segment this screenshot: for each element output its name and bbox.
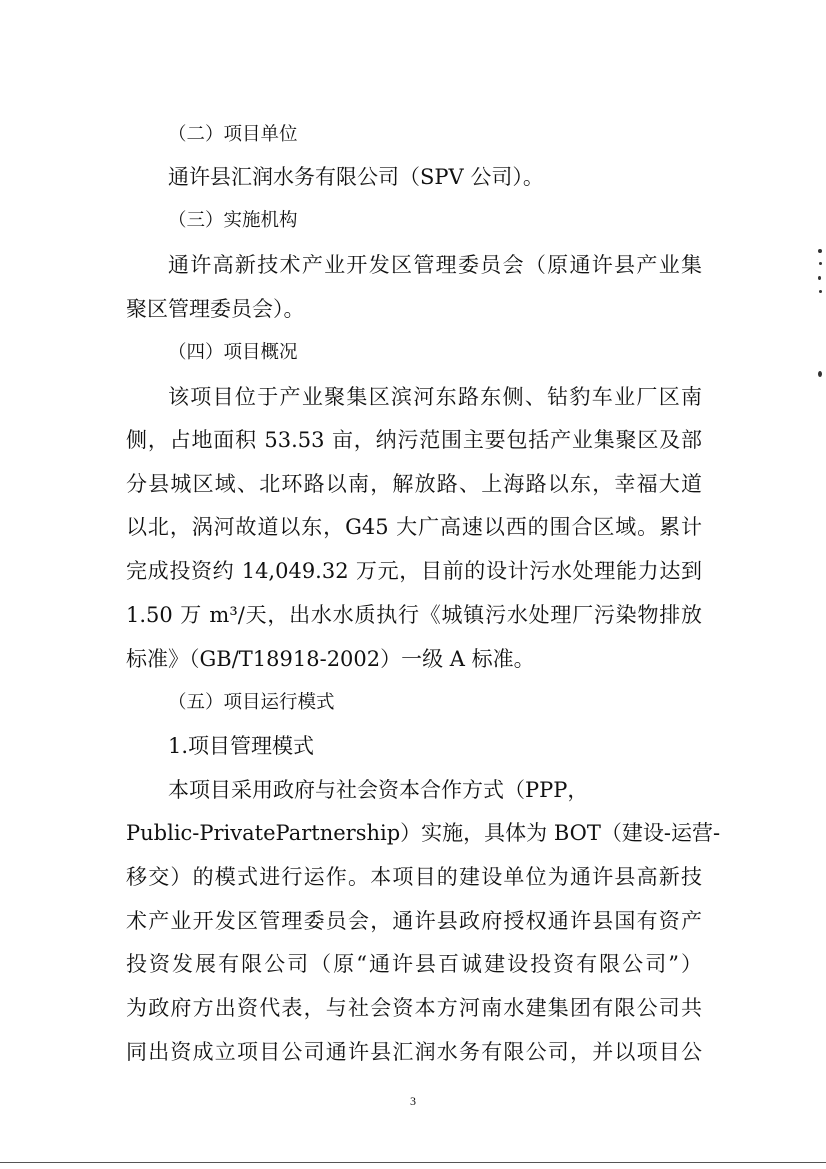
paragraph-line: 本项目采用政府与社会资本合作方式（PPP，	[168, 778, 589, 802]
paragraph-line: 标准》（GB/T18918-2002）一级 A 标准。	[126, 647, 535, 671]
paragraph-line: 聚区管理委员会）。	[126, 297, 305, 321]
paragraph-line: 以北，涡河故道以东，G45 大广高速以西的围合区域。累计	[126, 515, 702, 539]
section-heading-project-overview: （四）项目概况	[168, 342, 298, 363]
subsection-heading-management-mode: 1.项目管理模式	[168, 734, 315, 758]
scan-speck	[818, 371, 822, 377]
paragraph-line: Public-PrivatePartnership）实施，具体为 BOT（建设-运营-	[126, 821, 721, 845]
paragraph-line: 同出资成立项目公司通许县汇润水务有限公司，并以项目公	[126, 1040, 702, 1064]
paragraph-line: 该项目位于产业聚集区滨河东路东侧、钻豹车业厂区南	[168, 385, 702, 409]
section-heading-operation-mode: （五）项目运行模式	[168, 692, 335, 713]
paragraph-line: 分县城区域、北环路以南，解放路、上海路以东，幸福大道	[126, 472, 702, 496]
paragraph-line: 为政府方出资代表，与社会资本方河南水建集团有限公司共	[126, 996, 702, 1020]
paragraph-line: 侧，占地面积 53.53 亩，纳污范围主要包括产业集聚区及部	[126, 428, 702, 452]
paragraph-line: 移交）的模式进行运作。本项目的建设单位为通许县高新技	[126, 865, 702, 889]
paragraph-line: 完成投资约 14,049.32 万元，目前的设计污水处理能力达到	[126, 559, 702, 583]
paragraph-line: 1.50 万 m³/天，出水水质执行《城镇污水处理厂污染物排放	[126, 603, 702, 627]
scan-speck	[819, 262, 822, 265]
section-heading-project-unit: （二）项目单位	[168, 124, 298, 145]
scan-speck	[818, 276, 821, 280]
paragraph-line: 通许县汇润水务有限公司（SPV 公司）。	[168, 165, 544, 189]
paragraph-line: 通许高新技术产业开发区管理委员会（原通许县产业集	[168, 253, 702, 277]
page-number: 3	[410, 1094, 416, 1108]
paragraph-line: 术产业开发区管理委员会，通许县政府授权通许县国有资产	[126, 909, 702, 933]
paragraph-line: 投资发展有限公司（原“通许县百诚建设投资有限公司”）	[126, 952, 702, 976]
scan-speck	[818, 249, 822, 253]
bottom-scan-edge	[0, 1162, 826, 1163]
section-heading-implementing-agency: （三）实施机构	[168, 210, 298, 231]
scan-speck	[819, 290, 822, 293]
